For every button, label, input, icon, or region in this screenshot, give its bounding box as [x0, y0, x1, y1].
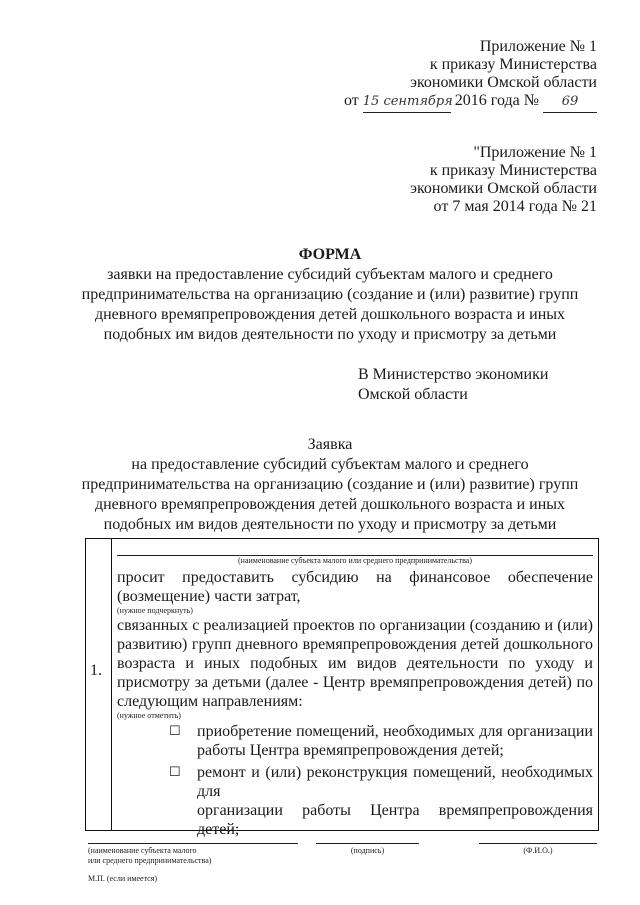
application-table [85, 538, 599, 838]
old-header-line-appendix: "Приложение № 1 [473, 144, 597, 161]
form-title-line-1: заявки на предоставление субсидий субъектам малого и среднего [107, 266, 553, 283]
old-header-line-order: к приказу Министерства [429, 162, 597, 179]
old-header-line-date: от 7 мая 2014 года № 21 [433, 198, 597, 215]
old-header-line-ministry: экономики Омской области [410, 180, 597, 197]
seal-caption: М.П. (если имеется) [88, 874, 158, 883]
signature-caption: (подпись) [350, 846, 385, 855]
hint-underline: (нужное подчеркнуть) [117, 606, 193, 615]
purpose-line-1: связанных с реализацией проектов по организации (созданию и (или) [117, 617, 593, 634]
hint-entity-name: (наименование субъекта малого или среднего предпринимательства) [238, 556, 472, 565]
form-title-line-4: подобных им видов деятельности по уходу и присмотру за детьми [103, 326, 557, 343]
hint-mark: (нужное отметить) [117, 711, 181, 720]
request-line-1: просит предоставить субсидию на финансовое обеспечение [117, 569, 593, 586]
option-2-line-2: организации работы Центра времяпрепровождения детей; [197, 802, 593, 838]
checkbox-icon[interactable]: ☐ [169, 723, 181, 738]
row-number: 1. [90, 662, 102, 679]
purpose-line-4: присмотру за детьми (далее - Центр времяпрепровождения детей) по [117, 674, 593, 691]
entity-caption-line-2: или среднего предпринимательства) [88, 856, 212, 865]
entity-caption-line-1: (наименование субъекта малого [88, 846, 197, 855]
purpose-line-5: следующим направлениям: [117, 693, 303, 710]
form-title-line-3: дневного времяпрепровождения детей дошкольного возраста и иных [94, 306, 566, 323]
application-title-line-2: предпринимательства на организацию (создание и (или) развитие) групп [81, 476, 579, 493]
checkbox-icon[interactable]: ☐ [169, 764, 181, 779]
header-line-appendix: Приложение № 1 [479, 38, 597, 55]
header-date-line [344, 91, 597, 113]
date-prefix: от [344, 92, 359, 109]
handwritten-number: 69 [543, 92, 597, 113]
fio-caption: (Ф.И.О.) [523, 846, 553, 855]
fio-line [479, 843, 597, 844]
signature-line [316, 843, 419, 844]
option-1-line-2: работы Центра времяпрепровождения детей; [197, 742, 504, 759]
form-title: ФОРМА [298, 246, 362, 263]
application-title-line-4: подобных им видов деятельности по уходу и присмотру за детьми [103, 516, 557, 533]
request-line-2: (возмещение) части затрат, [117, 588, 301, 605]
form-title-line-2: предпринимательства на организацию (создание и (или) развитие) групп [81, 286, 579, 303]
addressee-line-2: Омской области [358, 386, 468, 403]
purpose-line-3: возраста и иных подобных им видов деятельности по уходу и [117, 655, 593, 672]
option-1-line-1: приобретение помещений, необходимых для организации [197, 723, 593, 740]
application-title: Заявка [307, 436, 353, 453]
option-premises-purchase [117, 722, 593, 760]
purpose-line-2: развитию) групп дневного времяпрепровождения детей дошкольного [117, 636, 593, 653]
entity-signature-line [88, 843, 298, 844]
addressee-line-1: В Министерство экономики [358, 366, 549, 383]
handwritten-date: 15 сентября [363, 92, 451, 113]
table-column-divider [111, 539, 112, 830]
option-2-line-1: ремонт и (или) реконструкция помещений, необходимых для [197, 764, 593, 800]
form-title-block [60, 245, 600, 345]
header-line-order: к приказу Министерства [429, 56, 597, 73]
addressee-block [358, 365, 548, 405]
date-suffix: 2016 года № [454, 92, 539, 109]
table-content [117, 539, 593, 839]
application-title-block [60, 435, 600, 535]
option-premises-repair [117, 763, 593, 839]
application-title-line-1: на предоставление субсидий субъектам малого и среднего [131, 456, 529, 473]
header-line-ministry: экономики Омской области [410, 74, 597, 91]
application-title-line-3: дневного времяпрепровождения детей дошкольного возраста и иных [94, 496, 566, 513]
